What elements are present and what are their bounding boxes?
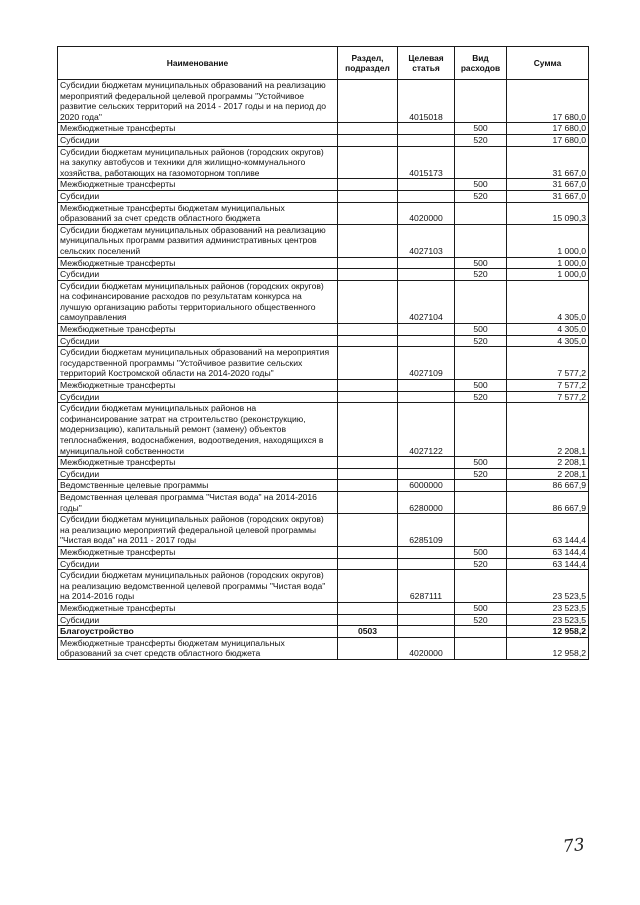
name-cell: Субсидии [58, 335, 338, 347]
target-cell [398, 546, 455, 558]
sum-cell: 31 667,0 [507, 190, 589, 202]
table-row [58, 468, 589, 480]
name-cell: Субсидии бюджетам муниципальных районов (городских округов) на софинансирование расходов по результатам конкурса на лучшую организацию работы территориального общественного самоуправления [58, 280, 338, 323]
section-cell [338, 491, 398, 513]
name-cell: Межбюджетные трансферты [58, 380, 338, 392]
sum-cell: 2 208,1 [507, 468, 589, 480]
sum-cell: 7 577,2 [507, 380, 589, 392]
expense-cell: 520 [455, 134, 507, 146]
name-cell: Субсидии [58, 190, 338, 202]
name-cell: Межбюджетные трансферты [58, 602, 338, 614]
table-row [58, 280, 589, 323]
header-target: Целевая статья [398, 47, 455, 80]
sum-cell: 2 208,1 [507, 457, 589, 469]
sum-cell: 63 144,4 [507, 546, 589, 558]
expense-cell: 500 [455, 546, 507, 558]
table-row [58, 391, 589, 403]
expense-cell [455, 480, 507, 492]
name-cell: Субсидии бюджетам муниципальных образований на реализацию муниципальных программ развития административных центров сельских поселений [58, 224, 338, 257]
name-cell: Межбюджетные трансферты [58, 546, 338, 558]
name-cell: Межбюджетные трансферты бюджетам муниципальных образований за счет средств областного бюджета [58, 202, 338, 224]
expense-cell [455, 280, 507, 323]
sum-cell: 23 523,5 [507, 614, 589, 626]
section-cell [338, 570, 398, 603]
name-cell: Субсидии бюджетам муниципальных районов на софинансирование затрат на строительство (реконструкцию, модернизацию), капитальный ремонт (замену) объектов теплоснабжения, водоснабжения, водоотведения, находящихся в муниципальной собственности [58, 403, 338, 457]
header-expense: Вид расходов [455, 47, 507, 80]
name-cell: Субсидии [58, 558, 338, 570]
expense-cell [455, 514, 507, 547]
sum-cell: 63 144,4 [507, 558, 589, 570]
name-cell: Субсидии бюджетам муниципальных районов (городских округов) на закупку автобусов и техники для жилищно-коммунального хозяйства, работающих на газомоторном топливе [58, 146, 338, 179]
expense-cell: 500 [455, 257, 507, 269]
sum-cell: 1 000,0 [507, 224, 589, 257]
sum-cell: 7 577,2 [507, 347, 589, 380]
section-cell [338, 202, 398, 224]
target-cell: 6280000 [398, 491, 455, 513]
target-cell [398, 558, 455, 570]
section-cell [338, 614, 398, 626]
sum-cell: 4 305,0 [507, 324, 589, 336]
table-row [58, 190, 589, 202]
target-cell [398, 257, 455, 269]
expense-cell: 500 [455, 457, 507, 469]
expense-cell [455, 637, 507, 659]
section-cell [338, 546, 398, 558]
sum-cell: 31 667,0 [507, 179, 589, 191]
target-cell: 6000000 [398, 480, 455, 492]
table-body [58, 80, 589, 660]
name-cell: Межбюджетные трансферты [58, 123, 338, 135]
table-row [58, 269, 589, 281]
section-cell [338, 134, 398, 146]
name-cell: Субсидии бюджетам муниципальных районов (городских округов) на реализацию ведомственной целевой программы "Чистая вода" на 2014-2016 годы [58, 570, 338, 603]
target-cell: 4020000 [398, 637, 455, 659]
expense-cell: 520 [455, 614, 507, 626]
target-cell [398, 457, 455, 469]
section-cell: 0503 [338, 626, 398, 638]
table-row [58, 347, 589, 380]
target-cell [398, 468, 455, 480]
table-row [58, 457, 589, 469]
target-cell [398, 626, 455, 638]
name-cell: Межбюджетные трансферты [58, 179, 338, 191]
header-sum: Сумма [507, 47, 589, 80]
section-cell [338, 380, 398, 392]
name-cell: Межбюджетные трансферты [58, 257, 338, 269]
name-cell: Межбюджетные трансферты бюджетам муниципальных образований за счет средств областного бюджета [58, 637, 338, 659]
expense-cell: 500 [455, 602, 507, 614]
table-row [58, 257, 589, 269]
section-cell [338, 468, 398, 480]
page-number: 73 [562, 834, 586, 858]
expense-cell: 500 [455, 324, 507, 336]
sum-cell: 1 000,0 [507, 257, 589, 269]
section-cell [338, 514, 398, 547]
expense-cell [455, 202, 507, 224]
target-cell: 4027103 [398, 224, 455, 257]
name-cell: Благоустройство [58, 626, 338, 638]
expense-cell [455, 224, 507, 257]
name-cell: Субсидии бюджетам муниципальных районов (городских округов) на реализацию мероприятий федеральной целевой программы "Чистая вода" на 2011 - 2017 годы [58, 514, 338, 547]
name-cell: Межбюджетные трансферты [58, 324, 338, 336]
table-row [58, 123, 589, 135]
sum-cell: 15 090,3 [507, 202, 589, 224]
expense-cell: 500 [455, 123, 507, 135]
table-row [58, 546, 589, 558]
section-cell [338, 190, 398, 202]
table-row [58, 134, 589, 146]
expense-cell: 520 [455, 558, 507, 570]
table-row [58, 324, 589, 336]
expense-cell: 500 [455, 380, 507, 392]
section-cell [338, 224, 398, 257]
sum-cell: 4 305,0 [507, 280, 589, 323]
expense-cell: 520 [455, 269, 507, 281]
target-cell [398, 179, 455, 191]
section-cell [338, 558, 398, 570]
section-cell [338, 637, 398, 659]
section-cell [338, 146, 398, 179]
name-cell: Ведомственная целевая программа "Чистая вода" на 2014-2016 годы" [58, 491, 338, 513]
section-cell [338, 457, 398, 469]
expense-cell [455, 80, 507, 123]
header-name: Наименование [58, 47, 338, 80]
budget-table [57, 46, 589, 660]
table-row [58, 179, 589, 191]
section-cell [338, 480, 398, 492]
section-cell [338, 257, 398, 269]
sum-cell: 17 680,0 [507, 80, 589, 123]
table-row [58, 570, 589, 603]
table-row [58, 480, 589, 492]
name-cell: Субсидии [58, 134, 338, 146]
header-section: Раздел, подраздел [338, 47, 398, 80]
target-cell: 4015018 [398, 80, 455, 123]
expense-cell [455, 403, 507, 457]
target-cell [398, 380, 455, 392]
target-cell: 4027122 [398, 403, 455, 457]
name-cell: Субсидии бюджетам муниципальных образований на мероприятия государственной программы "Устойчивое развитие сельских территорий Костромской области на 2014-2020 годы" [58, 347, 338, 380]
sum-cell: 17 680,0 [507, 134, 589, 146]
table-row [58, 403, 589, 457]
section-cell [338, 391, 398, 403]
expense-cell: 520 [455, 335, 507, 347]
sum-cell: 23 523,5 [507, 602, 589, 614]
section-cell [338, 123, 398, 135]
section-cell [338, 179, 398, 191]
sum-cell: 86 667,9 [507, 480, 589, 492]
name-cell: Субсидии [58, 468, 338, 480]
sum-cell: 12 958,2 [507, 626, 589, 638]
target-cell [398, 134, 455, 146]
sum-cell: 12 958,2 [507, 637, 589, 659]
section-cell [338, 347, 398, 380]
section-cell [338, 602, 398, 614]
target-cell: 6287111 [398, 570, 455, 603]
target-cell: 4027109 [398, 347, 455, 380]
sum-cell: 31 667,0 [507, 146, 589, 179]
expense-cell: 520 [455, 468, 507, 480]
expense-cell: 500 [455, 179, 507, 191]
sum-cell: 86 667,9 [507, 491, 589, 513]
table-row [58, 614, 589, 626]
expense-cell [455, 347, 507, 380]
target-cell [398, 614, 455, 626]
section-cell [338, 403, 398, 457]
sum-cell: 17 680,0 [507, 123, 589, 135]
expense-cell [455, 491, 507, 513]
section-cell [338, 324, 398, 336]
target-cell: 6285109 [398, 514, 455, 547]
section-cell [338, 269, 398, 281]
table-row [58, 80, 589, 123]
target-cell [398, 602, 455, 614]
name-cell: Субсидии [58, 391, 338, 403]
name-cell: Субсидии бюджетам муниципальных образований на реализацию мероприятий федеральной целевой программы "Устойчивое развитие сельских территорий на 2014 - 2017 годы и на период до 2020 года" [58, 80, 338, 123]
target-cell: 4020000 [398, 202, 455, 224]
sum-cell: 4 305,0 [507, 335, 589, 347]
sum-cell: 2 208,1 [507, 403, 589, 457]
name-cell: Субсидии [58, 614, 338, 626]
name-cell: Ведомственные целевые программы [58, 480, 338, 492]
target-cell [398, 335, 455, 347]
target-cell [398, 324, 455, 336]
sum-cell: 23 523,5 [507, 570, 589, 603]
header-row [58, 47, 589, 80]
table-row [58, 335, 589, 347]
table-row [58, 202, 589, 224]
table-row [58, 514, 589, 547]
expense-cell [455, 146, 507, 179]
sum-cell: 1 000,0 [507, 269, 589, 281]
target-cell: 4027104 [398, 280, 455, 323]
target-cell [398, 123, 455, 135]
table-row [58, 146, 589, 179]
section-cell [338, 280, 398, 323]
table-row [58, 224, 589, 257]
table-row [58, 626, 589, 638]
target-cell [398, 269, 455, 281]
section-cell [338, 80, 398, 123]
section-cell [338, 335, 398, 347]
target-cell: 4015173 [398, 146, 455, 179]
sum-cell: 63 144,4 [507, 514, 589, 547]
sum-cell: 7 577,2 [507, 391, 589, 403]
expense-cell: 520 [455, 391, 507, 403]
expense-cell: 520 [455, 190, 507, 202]
expense-cell [455, 626, 507, 638]
name-cell: Субсидии [58, 269, 338, 281]
target-cell [398, 391, 455, 403]
table-row [58, 602, 589, 614]
table-row [58, 558, 589, 570]
table-row [58, 637, 589, 659]
target-cell [398, 190, 455, 202]
name-cell: Межбюджетные трансферты [58, 457, 338, 469]
table-row [58, 491, 589, 513]
table-row [58, 380, 589, 392]
expense-cell [455, 570, 507, 603]
